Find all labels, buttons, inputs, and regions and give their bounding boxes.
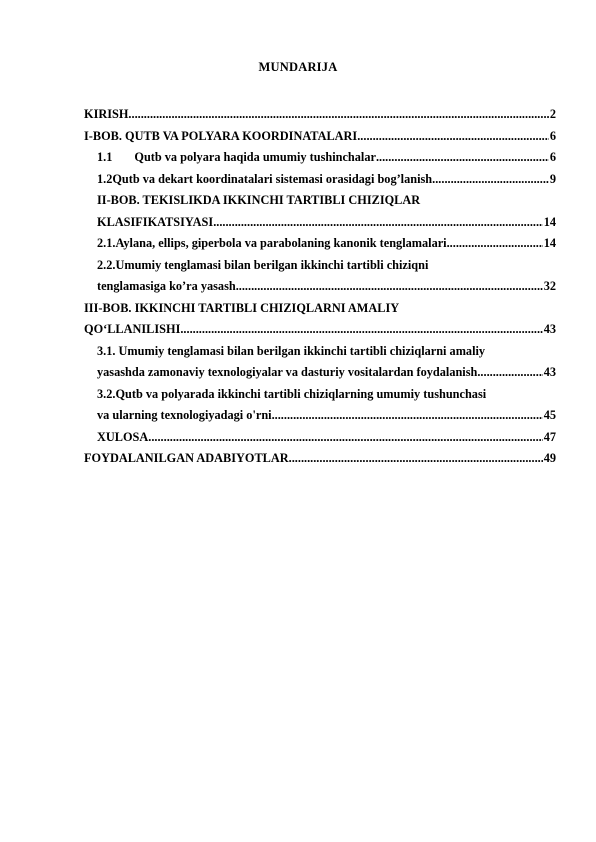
toc-entry[interactable]	[84, 298, 556, 341]
toc-entry-text: FOYDALANILGAN ADABIYOTLAR	[84, 451, 289, 465]
toc-page-number: 32	[543, 279, 556, 293]
toc-entry-text: 3.1. Umumiy tenglamasi bilan berilgan ikkinchi tartibli chiziqlarni amaliy	[97, 343, 486, 358]
toc-entry[interactable]	[84, 104, 556, 126]
dot-leader	[236, 276, 543, 298]
toc-entry[interactable]	[84, 255, 556, 298]
toc-entry-text: tenglamasiga ko’ra yasash	[97, 279, 236, 293]
toc-entry-number: 1.1	[97, 150, 113, 164]
dot-leader	[272, 405, 543, 427]
dot-leader	[148, 427, 542, 449]
toc-entry-text: 1.2Qutb va dekart koordinatalari sistemasi orasidagi bog’lanish	[97, 171, 433, 186]
toc-entry[interactable]	[84, 169, 556, 191]
dot-leader	[180, 319, 542, 341]
toc-entry[interactable]	[84, 427, 556, 449]
toc-entry-text: QO‘LLANILISHI	[84, 322, 181, 336]
dot-leader	[357, 126, 549, 148]
toc-entry-text: va ularning texnologiyadagi o'rni	[97, 408, 272, 422]
toc-page-number: 43	[543, 322, 556, 336]
toc-page-number: 6	[549, 128, 556, 143]
toc-entry[interactable]	[84, 126, 556, 148]
toc-entry-text: XULOSA	[97, 429, 149, 444]
dot-leader	[128, 104, 548, 126]
toc-page-number: 9	[549, 171, 556, 186]
toc-entry-text: 3.2.Qutb va polyarada ikkinchi tartibli chiziqlarning umumiy tushunchasi	[97, 386, 487, 401]
toc-entry-text: yasashda zamonaviy texnologiyalar va dasturiy vositalardan foydalanish.	[97, 365, 481, 379]
toc-entry-label: Qutb va polyara haqida umumiy tushinchalar	[134, 150, 376, 164]
toc-entry-text: III-BOB. IKKINCHI TARTIBLI CHIZIQLARNI AMALIY	[84, 300, 400, 315]
toc-page-number: 49	[543, 451, 556, 465]
toc-page-number: 2	[549, 107, 556, 121]
toc-entry[interactable]	[84, 147, 556, 169]
toc-entry-text: II-BOB. TEKISLIKDA IKKINCHI TARTIBLI CHIZIQLAR	[97, 193, 421, 207]
toc-entry-text: KLASIFIKATSIYASI	[97, 214, 214, 229]
dot-leader	[213, 212, 543, 234]
toc-page-number: 14	[543, 236, 556, 250]
dot-leader	[289, 448, 543, 470]
toc-entry-text	[97, 147, 376, 169]
toc-entry[interactable]	[84, 190, 556, 233]
toc-entry[interactable]	[84, 233, 556, 255]
toc-page-number: 6	[549, 150, 556, 164]
toc-page-number: 14	[543, 214, 556, 229]
table-of-contents	[84, 104, 556, 470]
toc-entry[interactable]	[84, 341, 556, 384]
dot-leader	[447, 233, 543, 255]
toc-entry[interactable]	[84, 448, 556, 470]
dot-leader	[480, 362, 542, 384]
toc-entry-text: 2.2.Umumiy tenglamasi bilan berilgan ikkinchi tartibli chiziqni	[97, 257, 429, 272]
dot-leader	[432, 169, 549, 191]
toc-page-number: 47	[543, 429, 556, 444]
dot-leader	[376, 147, 549, 169]
toc-page-number: 45	[543, 408, 556, 422]
toc-entry[interactable]	[84, 384, 556, 427]
toc-page-number: 43	[543, 365, 556, 379]
toc-entry-text: I-BOB. QUTB VA POLYARA KOORDINATALARI	[84, 128, 358, 143]
toc-entry-text: 2.1.Aylana, ellips, giperbola va parabolaning kanonik tenglamalari	[97, 236, 447, 250]
page-title: MUNDARIJA	[258, 60, 338, 74]
toc-entry-text: KIRISH	[84, 107, 129, 121]
